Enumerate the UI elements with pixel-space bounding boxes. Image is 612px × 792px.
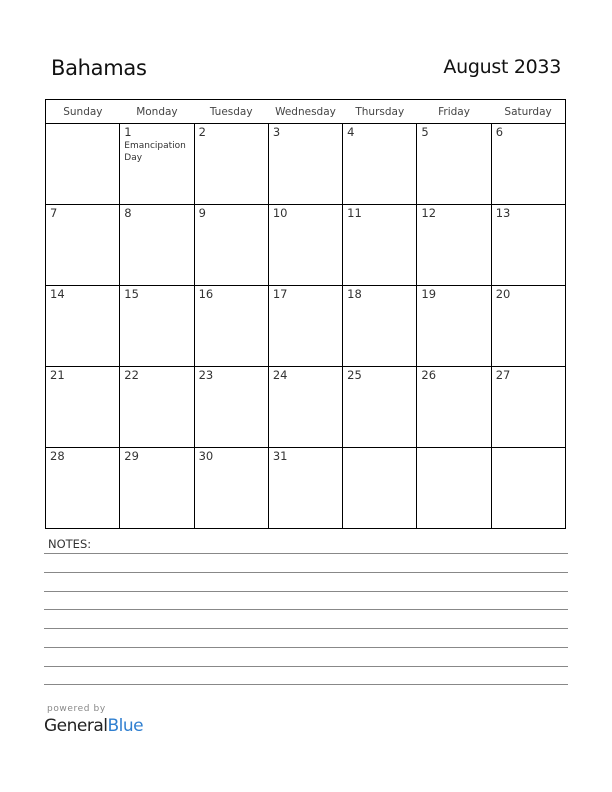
day-cell [120,205,194,286]
holiday-label: Emancipation Day [124,141,186,163]
week-row [46,367,566,448]
day-cell [46,286,120,367]
day-cell [417,448,491,529]
month-year-title: August 2033 [443,56,561,78]
country-title: Bahamas [51,56,147,80]
weekday-saturday: Saturday [491,100,565,124]
powered-by-text: powered by [47,704,106,714]
weekday-header-row [46,100,566,124]
day-cell [268,367,342,448]
day-number: 24 [272,368,288,382]
day-cell [268,205,342,286]
day-number: 7 [50,206,58,220]
day-cell [491,124,565,205]
day-number: 8 [124,206,132,220]
weekday-friday: Friday [417,100,491,124]
day-cell [491,205,565,286]
day-cell [194,367,268,448]
day-number: 3 [272,125,281,139]
day-cell [343,124,417,205]
brand-blue: Blue [107,716,144,736]
day-number: 13 [495,206,511,220]
day-number: 11 [347,206,362,220]
note-line [44,553,568,554]
day-cell [194,205,268,286]
day-cell [343,205,417,286]
note-line [44,628,568,629]
calendar-grid [45,99,566,529]
day-number: 9 [198,206,206,220]
day-cell [417,286,491,367]
day-cell [268,448,342,529]
day-cell [491,367,565,448]
day-cell [46,205,120,286]
day-cell [120,286,194,367]
weekday-sunday: Sunday [46,100,120,124]
day-number: 4 [347,125,355,139]
day-cell [46,448,120,529]
day-cell [120,367,194,448]
brand-general: General [44,716,108,736]
day-cell [268,124,342,205]
day-number: 16 [198,287,214,301]
week-row [46,124,566,205]
day-number: 30 [198,449,214,463]
day-number: 27 [495,368,511,382]
day-number: 6 [495,125,504,139]
day-cell [268,286,342,367]
day-cell [417,367,491,448]
notes-label: NOTES: [48,537,92,551]
note-line [44,572,568,573]
day-number: 22 [124,368,139,382]
day-number: 21 [50,368,65,382]
day-number: 25 [347,368,362,382]
weekday-tuesday: Tuesday [194,100,268,124]
note-line [44,666,568,667]
weekday-wednesday: Wednesday [268,100,342,124]
day-number: 20 [495,287,511,301]
day-number: 31 [272,449,288,463]
note-line [44,647,568,648]
day-cell [417,205,491,286]
day-number: 14 [50,287,65,301]
day-number: 5 [421,125,429,139]
day-cell [120,448,194,529]
generalblue-logo [44,716,143,736]
day-number: 18 [347,287,362,301]
day-number: 1 [124,125,132,139]
day-number: 15 [124,287,139,301]
week-row [46,286,566,367]
day-cell [343,448,417,529]
day-cell [194,124,268,205]
day-number: 2 [198,125,206,139]
week-row [46,448,566,529]
day-cell [194,286,268,367]
day-cell [491,448,565,529]
day-cell [343,286,417,367]
day-cell [46,367,120,448]
day-number: 26 [421,368,437,382]
day-number: 17 [272,287,288,301]
week-row [46,205,566,286]
day-number: 10 [272,206,288,220]
weekday-monday: Monday [120,100,194,124]
day-number: 12 [421,206,437,220]
day-number: 23 [198,368,214,382]
note-line [44,609,568,610]
day-cell [46,124,120,205]
day-cell [491,286,565,367]
day-number: 19 [421,287,437,301]
day-number: 29 [124,449,139,463]
day-cell [194,448,268,529]
note-line [44,684,568,685]
weekday-thursday: Thursday [343,100,417,124]
day-cell [417,124,491,205]
note-line [44,591,568,592]
day-cell [120,124,194,205]
day-cell [343,367,417,448]
day-number: 28 [50,449,65,463]
